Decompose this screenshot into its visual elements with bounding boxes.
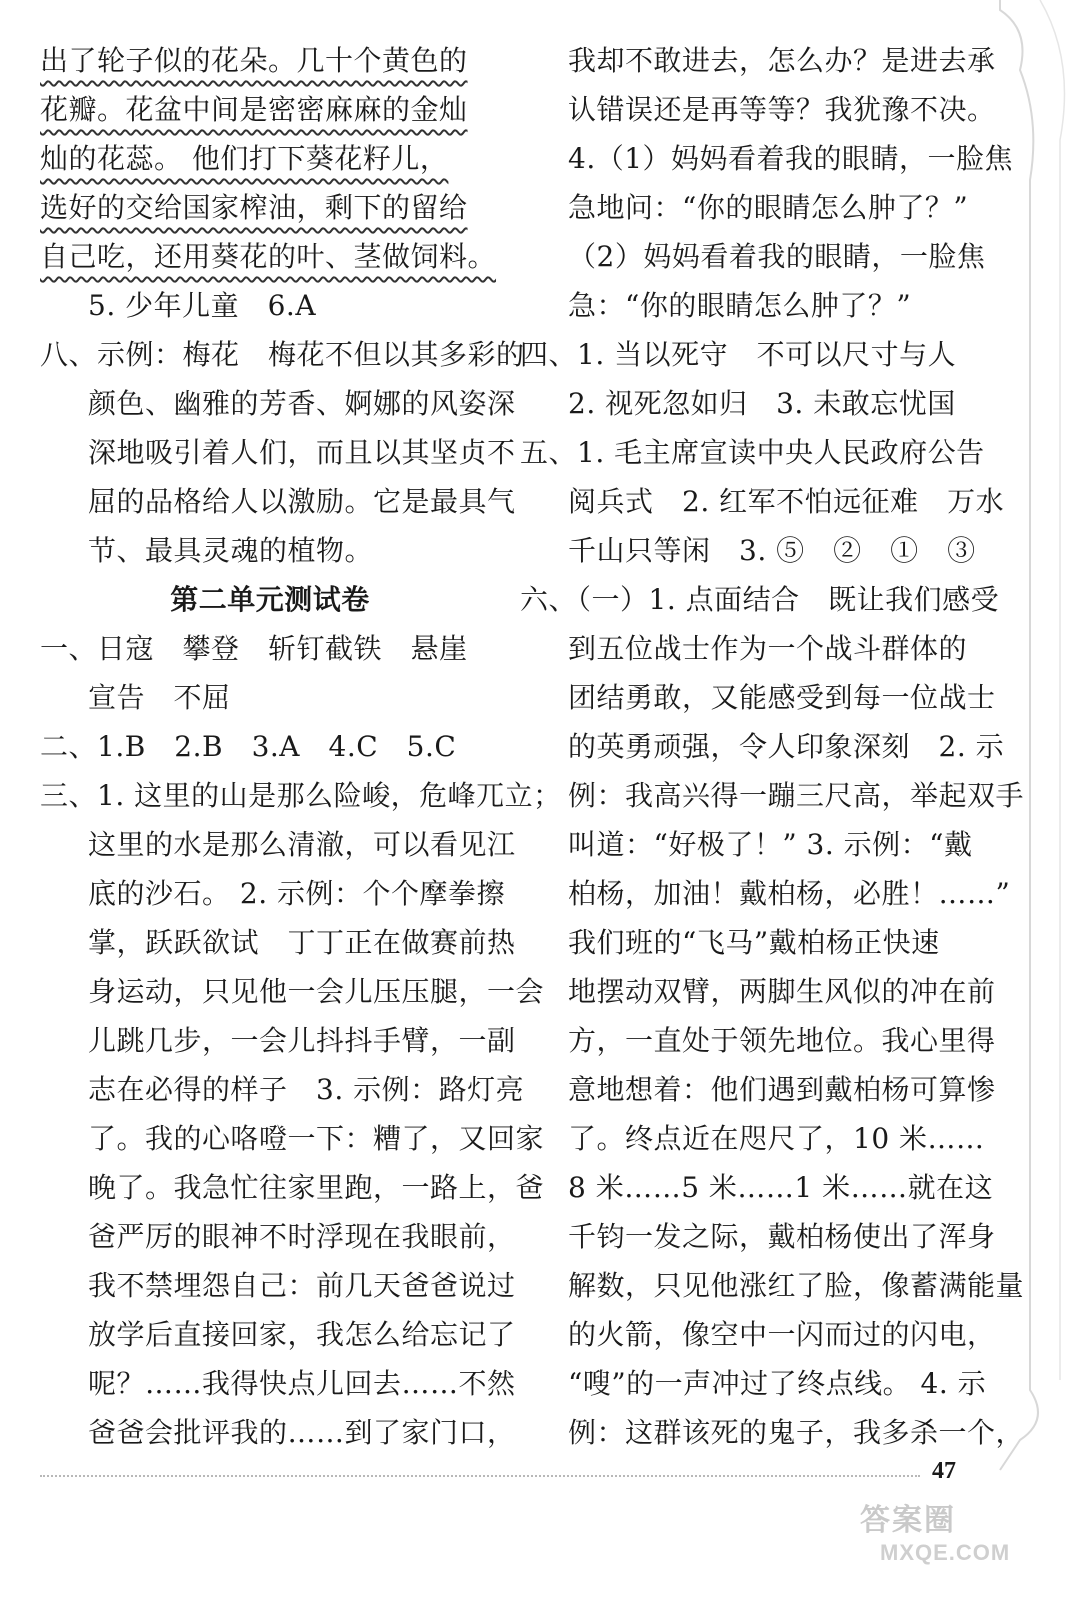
section-2-line: 二、1.B 2.B 3.A 4.C 5.C xyxy=(40,730,457,763)
text-line: 放学后直接回家，我怎么给忘记了 xyxy=(88,1318,516,1351)
text-line: 我们班的“飞马”戴柏杨正快速 xyxy=(568,926,940,959)
text-line: 我却不敢进去，怎么办？是进去承 xyxy=(568,44,996,77)
text-line: 团结勇敢，又能感受到每一位战士 xyxy=(568,681,996,714)
text-line: 出了轮子似的花朵。几十个黄色的 xyxy=(40,44,468,77)
watermark-url: MXQE.COM xyxy=(880,1540,1011,1565)
text-line: 急地问：“你的眼睛怎么肿了？” xyxy=(568,191,969,224)
text-line: 节、最具灵魂的植物。 xyxy=(88,534,374,567)
left-column xyxy=(40,36,562,1457)
text-line: 叫道：“好极了！” 3. 示例：“戴 xyxy=(568,828,973,861)
text-line: 儿跳几步，一会儿抖抖手臂，一副 xyxy=(88,1024,516,1057)
section-5-line: 五、1. 毛主席宣读中央人民政府公告 xyxy=(520,436,985,469)
text-line: 方，一直处于领先地位。我心里得 xyxy=(568,1024,996,1057)
text-line: 柏杨，加油！戴柏杨，必胜！……” xyxy=(568,877,1011,910)
section-8-line: 八、示例：梅花 梅花不但以其多彩的 xyxy=(40,338,525,371)
text-line: 颜色、幽雅的芳香、婀娜的风姿深 xyxy=(88,387,516,420)
text-line: 掌，跃跃欲试 丁丁正在做赛前热 xyxy=(88,926,516,959)
section-1-line: 一、日寇 攀登 斩钉截铁 悬崖 xyxy=(40,632,468,665)
text-line: 了。终点近在咫尺了，10 米…… xyxy=(568,1122,985,1155)
text-line: 阅兵式 2. 红军不怕远征难 万水 xyxy=(568,485,1005,518)
text-line: 这里的水是那么清澈，可以看见江 xyxy=(88,828,516,861)
text-line: （2）妈妈看着我的眼睛，一脸焦 xyxy=(568,240,986,273)
text-line: 的火箭，像空中一闪而过的闪电， xyxy=(568,1318,996,1351)
text-line: 宣告 不屈 xyxy=(88,681,231,714)
text-line: 的英勇顽强，令人印象深刻 2. 示 xyxy=(568,730,1005,763)
text-line: 8 米……5 米……1 米……就在这 xyxy=(568,1171,994,1204)
bottom-divider xyxy=(40,1475,920,1477)
text-line: 晚了。我急忙往家里跑，一路上，爸 xyxy=(88,1171,545,1204)
text-line: 5. 少年儿童 6.A xyxy=(88,289,317,322)
text-line: 呢？……我得快点儿回去……不然 xyxy=(88,1367,516,1400)
watermark-logo: 答案圈 xyxy=(860,1504,956,1537)
unit-test-heading: 第二单元测试卷 xyxy=(170,583,370,616)
text-line: 急：“你的眼睛怎么肿了？” xyxy=(568,289,912,322)
text-line: 到五位战士作为一个战斗群体的 xyxy=(568,632,968,665)
text-line: 2. 视死忽如归 3. 未敢忘忧国 xyxy=(568,387,956,420)
text-line: 爸爸会批评我的……到了家门口， xyxy=(88,1416,516,1449)
text-line: 屈的品格给人以激励。它是最具气 xyxy=(88,485,516,518)
text-line: 身运动，只见他一会儿压压腿，一会 xyxy=(88,975,545,1008)
text-line: 例：我高兴得一蹦三尺高，举起双手 xyxy=(568,779,1025,812)
text-line: 爸严厉的眼神不时浮现在我眼前， xyxy=(88,1220,516,1253)
text-line: 认错误还是再等等？我犹豫不决。 xyxy=(568,93,996,126)
text-line: 4.（1）妈妈看着我的眼睛，一脸焦 xyxy=(568,142,1014,175)
text-line: 例：这群该死的鬼子，我多杀一个， xyxy=(568,1416,1025,1449)
text-line: 我不禁埋怨自己：前几天爸爸说过 xyxy=(88,1269,516,1302)
text-line: 地摆动双臂，两脚生风似的冲在前 xyxy=(568,975,996,1008)
text-line: 灿的花蕊。 他们打下葵花籽儿， xyxy=(40,142,449,175)
text-line: 了。我的心咯噔一下：糟了，又回家 xyxy=(88,1122,545,1155)
text-line: 意地想着：他们遇到戴柏杨可算惨 xyxy=(568,1073,996,1106)
right-column xyxy=(520,36,1025,1457)
text-line: 千山只等闲 3. ⑤ ② ① ③ xyxy=(568,534,976,567)
section-3-line: 三、1. 这里的山是那么险峻，危峰兀立； xyxy=(40,779,562,812)
text-line: 花瓣。花盆中间是密密麻麻的金灿 xyxy=(40,93,468,126)
text-line: 选好的交给国家榨油，剩下的留给 xyxy=(40,191,468,224)
text-line: 深地吸引着人们，而且以其坚贞不 xyxy=(88,436,516,469)
text-line: 自己吃，还用葵花的叶、茎做饲料。 xyxy=(40,240,497,273)
section-4-line: 四、1. 当以死守 不可以尺寸与人 xyxy=(520,338,957,371)
section-6-line: 六、（一）1. 点面结合 既让我们感受 xyxy=(520,583,1000,616)
text-line: 志在必得的样子 3. 示例：路灯亮 xyxy=(88,1073,525,1106)
text-line: 解数，只见他涨红了脸，像蓄满能量 xyxy=(568,1269,1025,1302)
text-line: 底的沙石。 2. 示例：个个摩拳擦 xyxy=(88,877,506,910)
text-line: 千钧一发之际，戴柏杨使出了浑身 xyxy=(568,1220,996,1253)
text-line: “嗖”的一声冲过了终点线。 4. 示 xyxy=(568,1367,987,1400)
page-number: 47 xyxy=(932,1458,956,1484)
